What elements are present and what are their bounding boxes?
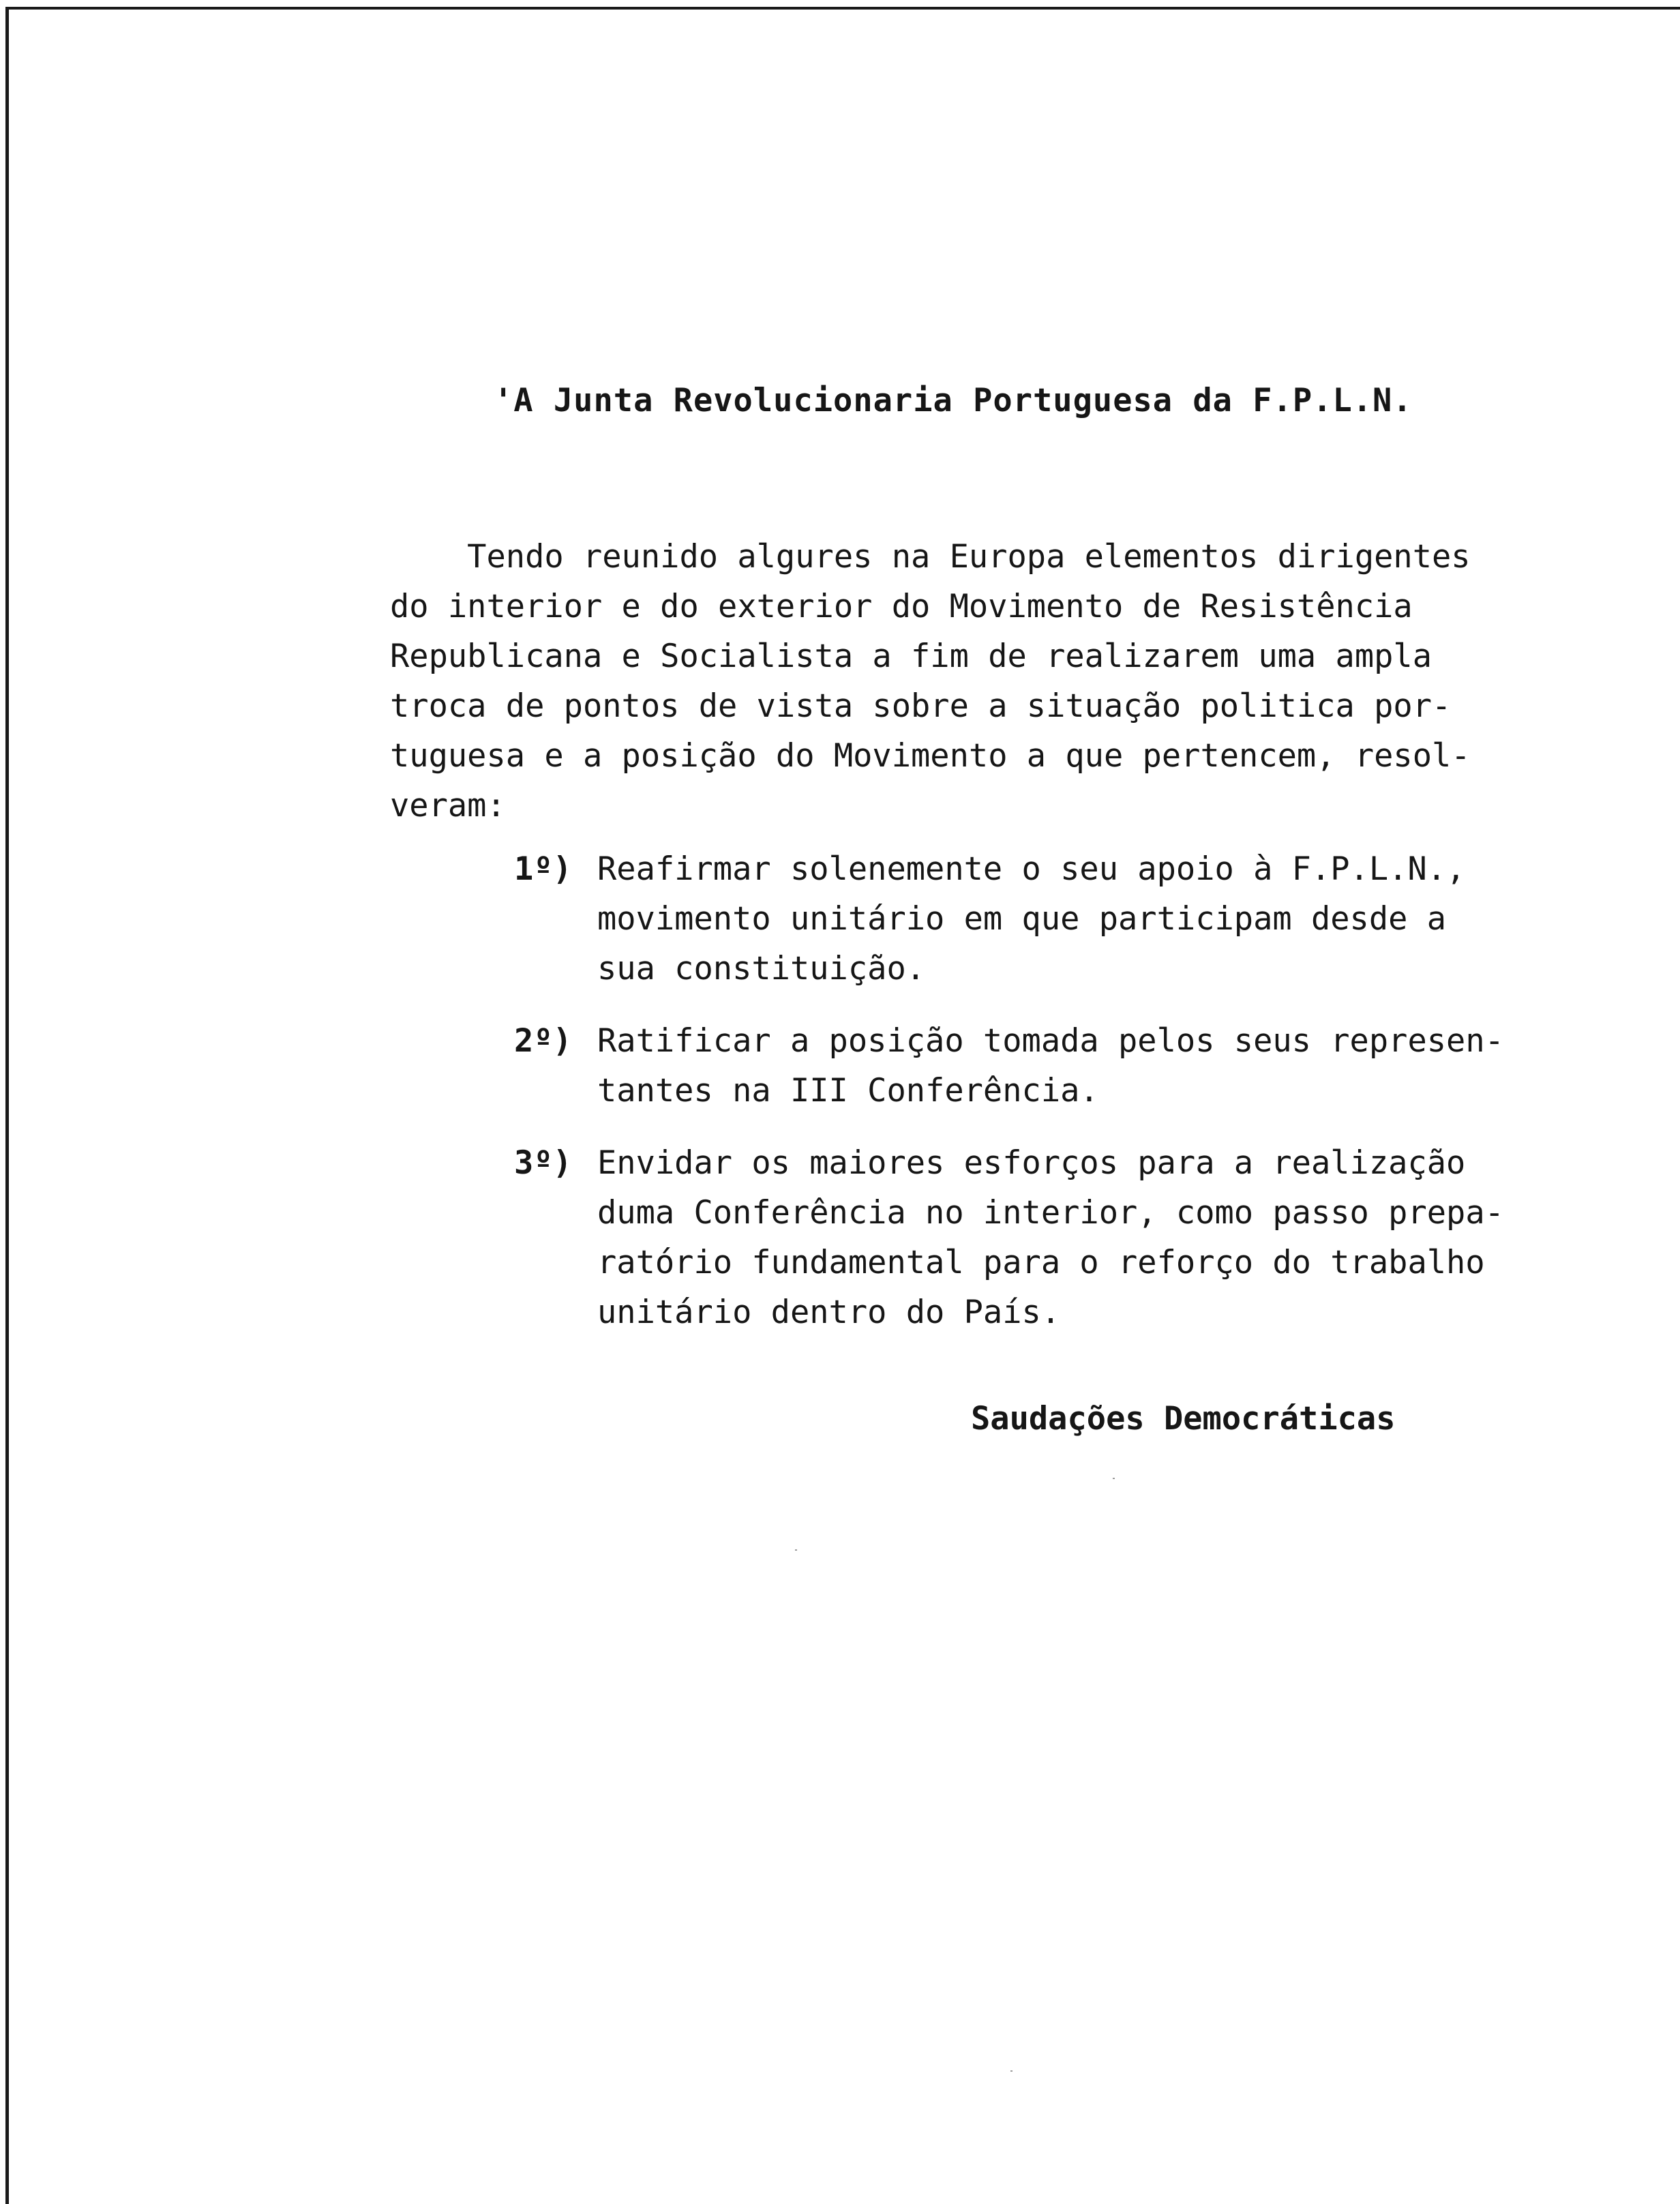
paper-speck (1010, 2070, 1012, 2072)
paper-speck (795, 1549, 797, 1551)
resolution-item (514, 1138, 1504, 1337)
item-text: Envidar os maiores esforços para a realização duma Conferência no interior, como passo prepa- ratório fundamental para o reforço do trabalho unitário dentro do País. (597, 1144, 1504, 1331)
intro-paragraph: Tendo reunido algures na Europa elementos dirigentes do interior e do exterior do Movimento de Resistência Republicana e Socialista a fim de realizarem uma ampla troca de pontos de vista sobre a situação politica por- tuguesa e a posição do Movimento a que pertencem, resol- veram: (390, 538, 1471, 824)
resolution-item (514, 1016, 1504, 1116)
item-number: 3º) (514, 1144, 572, 1182)
item-number: 1º) (514, 850, 572, 888)
paper-speck (1113, 1478, 1115, 1479)
page-edge-top (5, 7, 1680, 10)
item-number: 2º) (514, 1022, 572, 1060)
item-text: Ratificar a posição tomada pelos seus represen- tantes na III Conferência. (597, 1022, 1504, 1110)
page-edge-left (5, 7, 9, 2204)
closing-salutation: Saudações Democráticas (971, 1400, 1396, 1438)
item-text: Reafirmar solenemente o seu apoio à F.P.L.N., movimento unitário em que participam desde a sua constituição. (597, 850, 1466, 987)
resolution-list (514, 844, 1504, 1360)
letter-heading: 'A Junta Revolucionaria Portuguesa da F.P.L.N. (494, 382, 1413, 419)
resolution-item (514, 844, 1504, 994)
